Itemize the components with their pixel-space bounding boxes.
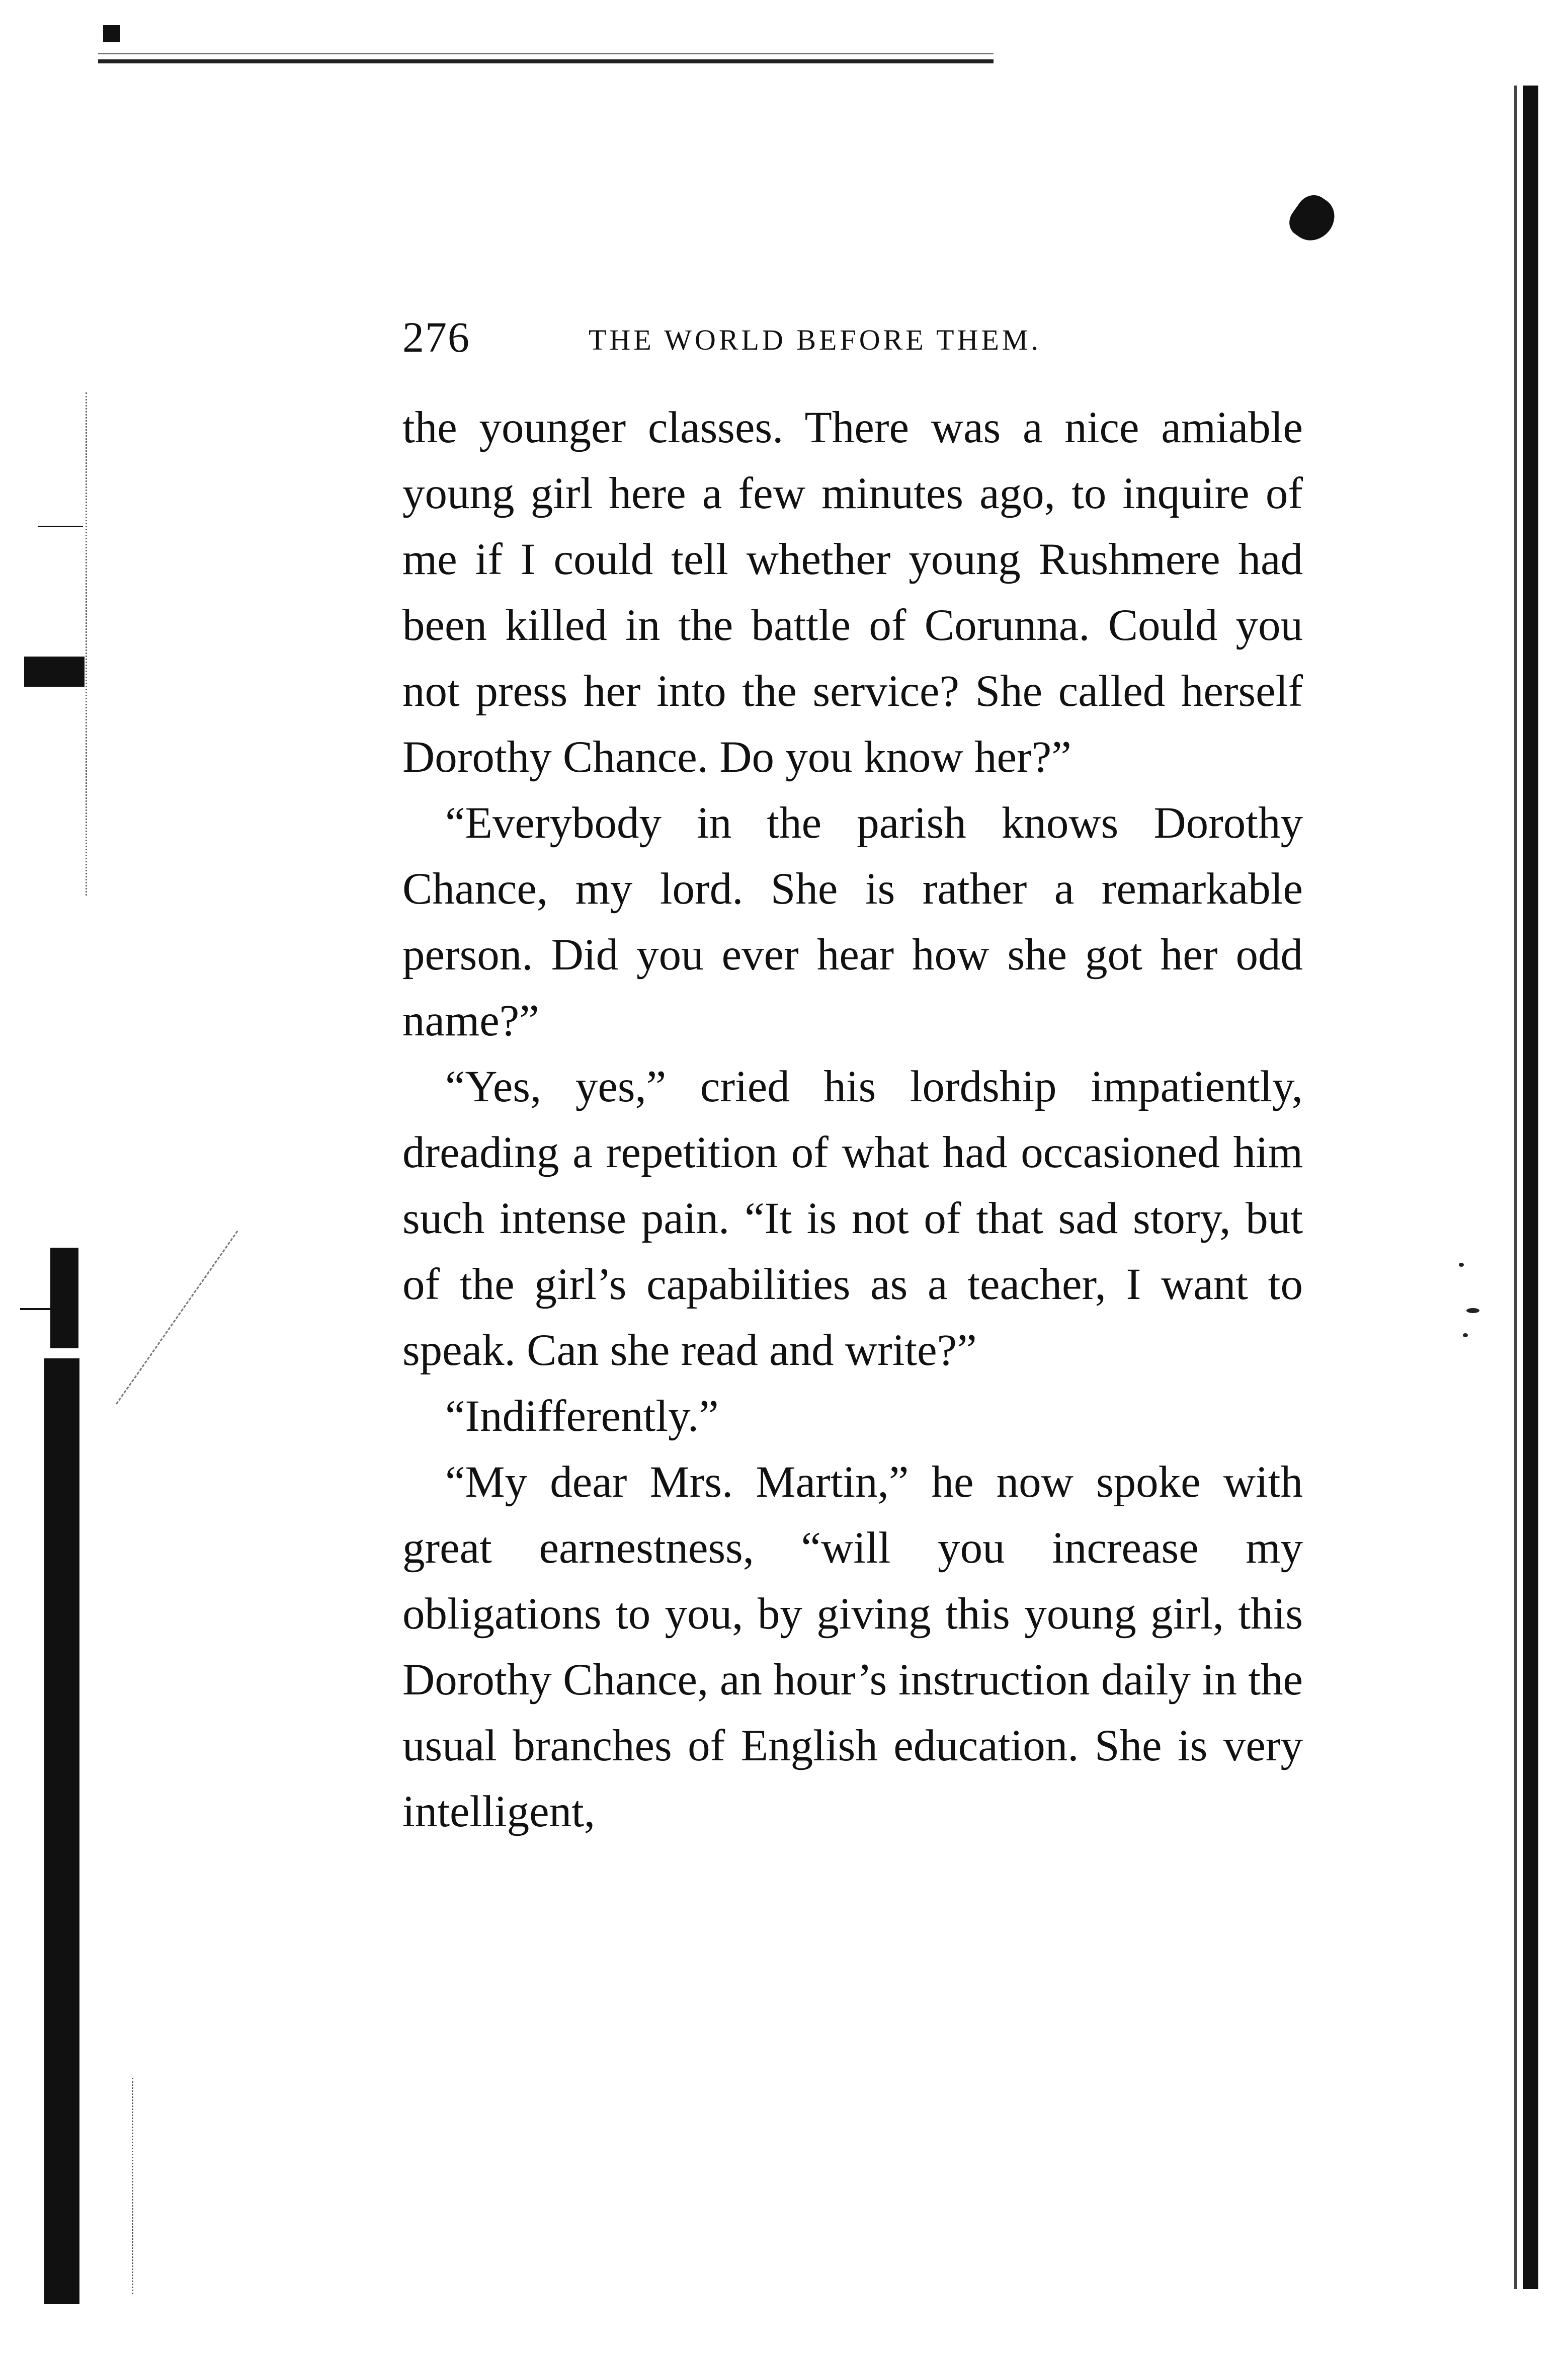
paragraph: “Yes, yes,” cried his lordship impatiently, dreading a repetition of what had occasioned him such intense pain. “It is not of that sad story, but of the girl’s capabilities as a teacher, I want to speak. Can she read and write?” bbox=[402, 1062, 1303, 1375]
right-margin-specks bbox=[1454, 1258, 1484, 1358]
body-text bbox=[402, 395, 1303, 1845]
left-edge-tick-upper bbox=[38, 526, 83, 527]
scan-rule-thin bbox=[98, 53, 994, 54]
scan-rule bbox=[98, 59, 994, 63]
left-page-border-upper bbox=[50, 1248, 78, 1348]
book-page bbox=[402, 312, 1303, 1845]
ink-blot bbox=[1283, 189, 1342, 249]
paragraph: “Everybody in the parish knows Dorothy Chance, my lord. She is rather a remarkable person. Did you ever hear how she got her odd name?” bbox=[402, 798, 1303, 1045]
scan-mark bbox=[103, 25, 120, 42]
paragraph: the younger classes. There was a nice amiable young girl here a few minutes ago, to inquire of me if I could tell whether young Rushmere had been killed in the battle of Corunna. Could you not press her into the service? She called herself Dorothy Chance. Do you know her?” bbox=[402, 403, 1303, 782]
running-head bbox=[402, 312, 1303, 372]
left-dotted-line bbox=[86, 392, 87, 896]
paragraph: “Indifferently.” bbox=[445, 1392, 719, 1441]
paragraph: “My dear Mrs. Martin,” he now spoke with great earnestness, “will you increase my obligations to you, by giving this young girl, this Dorothy Chance, an hour’s instruction daily in the usual branches of English education. She is very intelligent, bbox=[402, 1457, 1303, 1836]
left-edge-tick bbox=[20, 1308, 50, 1310]
left-page-border bbox=[44, 1358, 79, 2304]
left-dotted-line-lower bbox=[132, 2078, 133, 2294]
left-edge-block bbox=[24, 657, 85, 687]
running-title: THE WORLD BEFORE THEM. bbox=[589, 323, 1041, 356]
right-page-border bbox=[1523, 86, 1538, 2289]
right-edge-line bbox=[1514, 86, 1517, 2289]
page-number: 276 bbox=[402, 313, 470, 361]
diagonal-dashed-mark bbox=[116, 1231, 238, 1405]
